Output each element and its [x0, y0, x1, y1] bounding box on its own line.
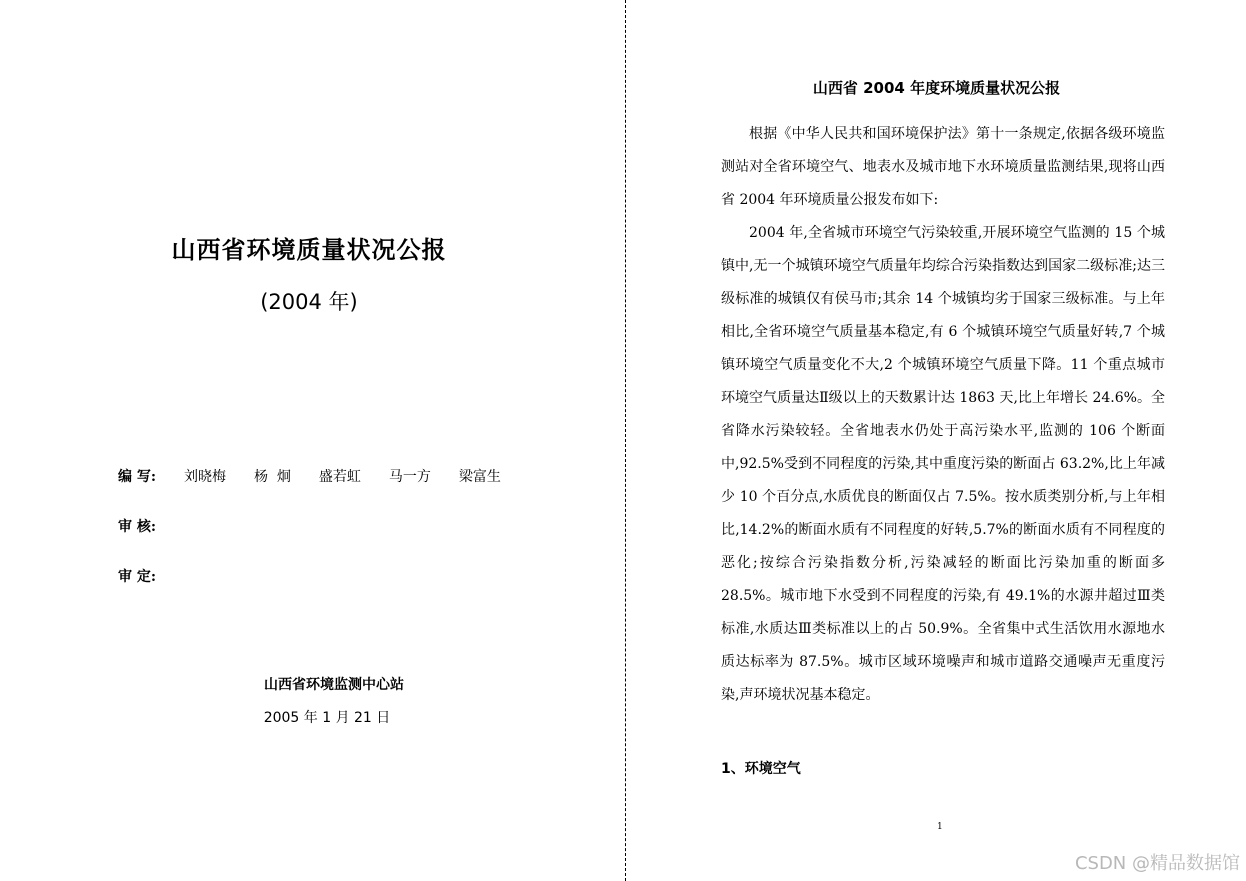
- credit-compiled: [118, 466, 501, 486]
- publish-date: 2005 年 1 月 21 日: [263, 710, 391, 726]
- compiler-name: 盛若虹: [318, 469, 361, 485]
- page-number: 1: [937, 822, 943, 832]
- compiler-name: 杨 炯: [254, 469, 291, 485]
- section-heading-air: 1、环境空气: [721, 761, 801, 777]
- credit-reviewed: [118, 516, 184, 536]
- credit-approved: [118, 566, 184, 586]
- page-divider: [625, 0, 626, 881]
- intro-paragraph: 根据《中华人民共和国环境保护法》第十一条规定,依据各级环境监测站对全省环境空气、地表水及城市地下水环境质量监测结果,现将山西省 2004 年环境质量公报发布如下:: [721, 126, 1165, 208]
- credit-compiled-label: 编 写:: [118, 469, 157, 485]
- cover-title: 山西省环境质量状况公报: [171, 235, 447, 264]
- credit-approved-label: 审 定:: [118, 569, 157, 585]
- credit-compiled-names: [184, 466, 501, 486]
- compiler-name: 刘晓梅: [184, 469, 226, 485]
- compiler-name: 马一方: [388, 469, 431, 485]
- summary-paragraph: 2004 年,全省城市环境空气污染较重,开展环境空气监测的 15 个城镇中,无一个城镇环境空气质量年均综合污染指数达到国家二级标准;达三级标准的城镇仅有侯马市;其余 14 个城镇均劣于国家三级标准。与上年相比,全省环境空气质量基本稳定,有 6 个城镇环境空气质量好转,7 个城镇环境空气质量变化不大,2 个城镇环境空气质量下降。11 个重点城市环境空气质量达Ⅱ级以上的天数累计达 1863 天,比上年增长 24.6%。全省降水污染较轻。全省地表水仍处于高污染水平,监测的 106 个断面中,92.5%受到不同程度的污染,其中重度污染的断面占 63.2%,比上年减少 10 个百分点,水质优良的断面仅占 7.5%。按水质类别分析,与上年相比,14.2%的断面水质有不同程度的好转,5.7%的断面水质有不同程度的恶化;按综合污染指数分析,污染减轻的断面比污染加重的断面多 28.5%。城市地下水受到不同程度的污染,有 49.1%的水源井超过Ⅲ类标准,水质达Ⅲ类标准以上的占 50.9%。全省集中式生活饮用水源地水质达标率为 87.5%。城市区域环境噪声和城市道路交通噪声无重度污染,声环境状况基本稳定。: [721, 225, 1165, 703]
- watermark: CSDN @精品数据馆: [1074, 853, 1240, 874]
- credit-reviewed-label: 审 核:: [118, 519, 157, 535]
- compiler-name: 梁富生: [458, 469, 501, 485]
- report-page: [627, 0, 1246, 881]
- cover-year: (2004 年): [260, 290, 358, 314]
- organization-name: 山西省环境监测中心站: [264, 677, 404, 693]
- report-heading: 山西省 2004 年度环境质量状况公报: [812, 79, 1061, 97]
